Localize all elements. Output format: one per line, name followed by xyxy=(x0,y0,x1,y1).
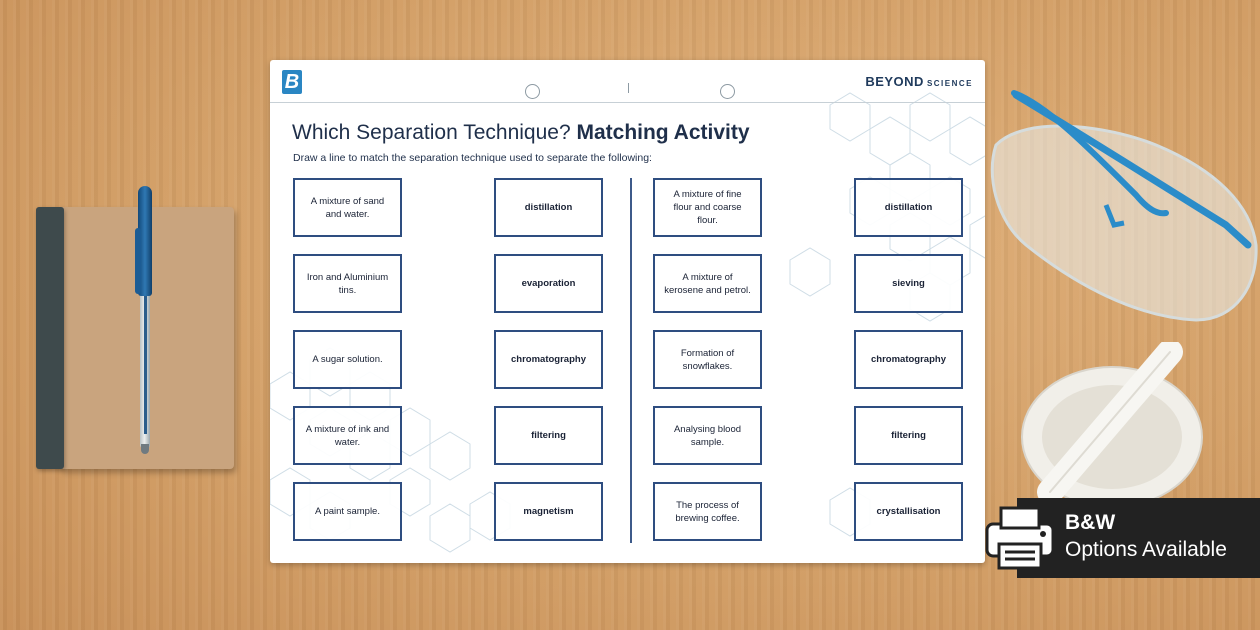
technique-card: evaporation xyxy=(494,254,603,313)
brand-sub: SCIENCE xyxy=(926,79,973,88)
brand-wordmark xyxy=(865,74,973,89)
punch-hole-left xyxy=(525,84,540,99)
title-regular: Which Separation Technique? xyxy=(292,121,577,144)
punch-hole-right xyxy=(720,84,735,99)
pen xyxy=(135,186,157,456)
beyond-logo: B xyxy=(282,70,302,94)
instructions: Draw a line to match the separation technique used to separate the following: xyxy=(293,152,652,164)
technique-card: chromatography xyxy=(494,330,603,389)
technique-card: chromatography xyxy=(854,330,963,389)
column-divider xyxy=(630,178,632,543)
mixture-card: A mixture of ink and water. xyxy=(293,406,402,465)
mixture-card: A mixture of sand and water. xyxy=(293,178,402,237)
technique-card: sieving xyxy=(854,254,963,313)
bw-subtitle: Options Available xyxy=(1065,538,1227,561)
mixture-card: A mixture of fine flour and coarse flour. xyxy=(653,178,762,237)
technique-card: distillation xyxy=(854,178,963,237)
bw-options-badge xyxy=(1017,498,1260,578)
mixture-card: A mixture of kerosene and petrol. xyxy=(653,254,762,313)
brand-main: BEYOND xyxy=(865,74,924,89)
printer-icon xyxy=(983,506,1057,570)
technique-card: distillation xyxy=(494,178,603,237)
title-bold: Matching Activity xyxy=(576,121,750,144)
mixture-card: Formation of snowflakes. xyxy=(653,330,762,389)
worksheet-title xyxy=(292,121,750,145)
pen-clip xyxy=(135,228,141,294)
pen-tip xyxy=(141,444,149,454)
technique-card: filtering xyxy=(494,406,603,465)
punch-center-mark xyxy=(628,83,629,93)
notebook-spine xyxy=(36,207,64,469)
bw-title: B&W xyxy=(1065,511,1116,534)
worksheet xyxy=(270,60,985,563)
technique-card: magnetism xyxy=(494,482,603,541)
mixture-card: A paint sample. xyxy=(293,482,402,541)
mixture-card: Iron and Aluminium tins. xyxy=(293,254,402,313)
mixture-card: The process of brewing coffee. xyxy=(653,482,762,541)
safety-goggles xyxy=(986,85,1260,325)
mixture-card: A sugar solution. xyxy=(293,330,402,389)
technique-card: filtering xyxy=(854,406,963,465)
mixture-card: Analysing blood sample. xyxy=(653,406,762,465)
technique-card: crystallisation xyxy=(854,482,963,541)
mortar-and-pestle xyxy=(1020,342,1205,512)
